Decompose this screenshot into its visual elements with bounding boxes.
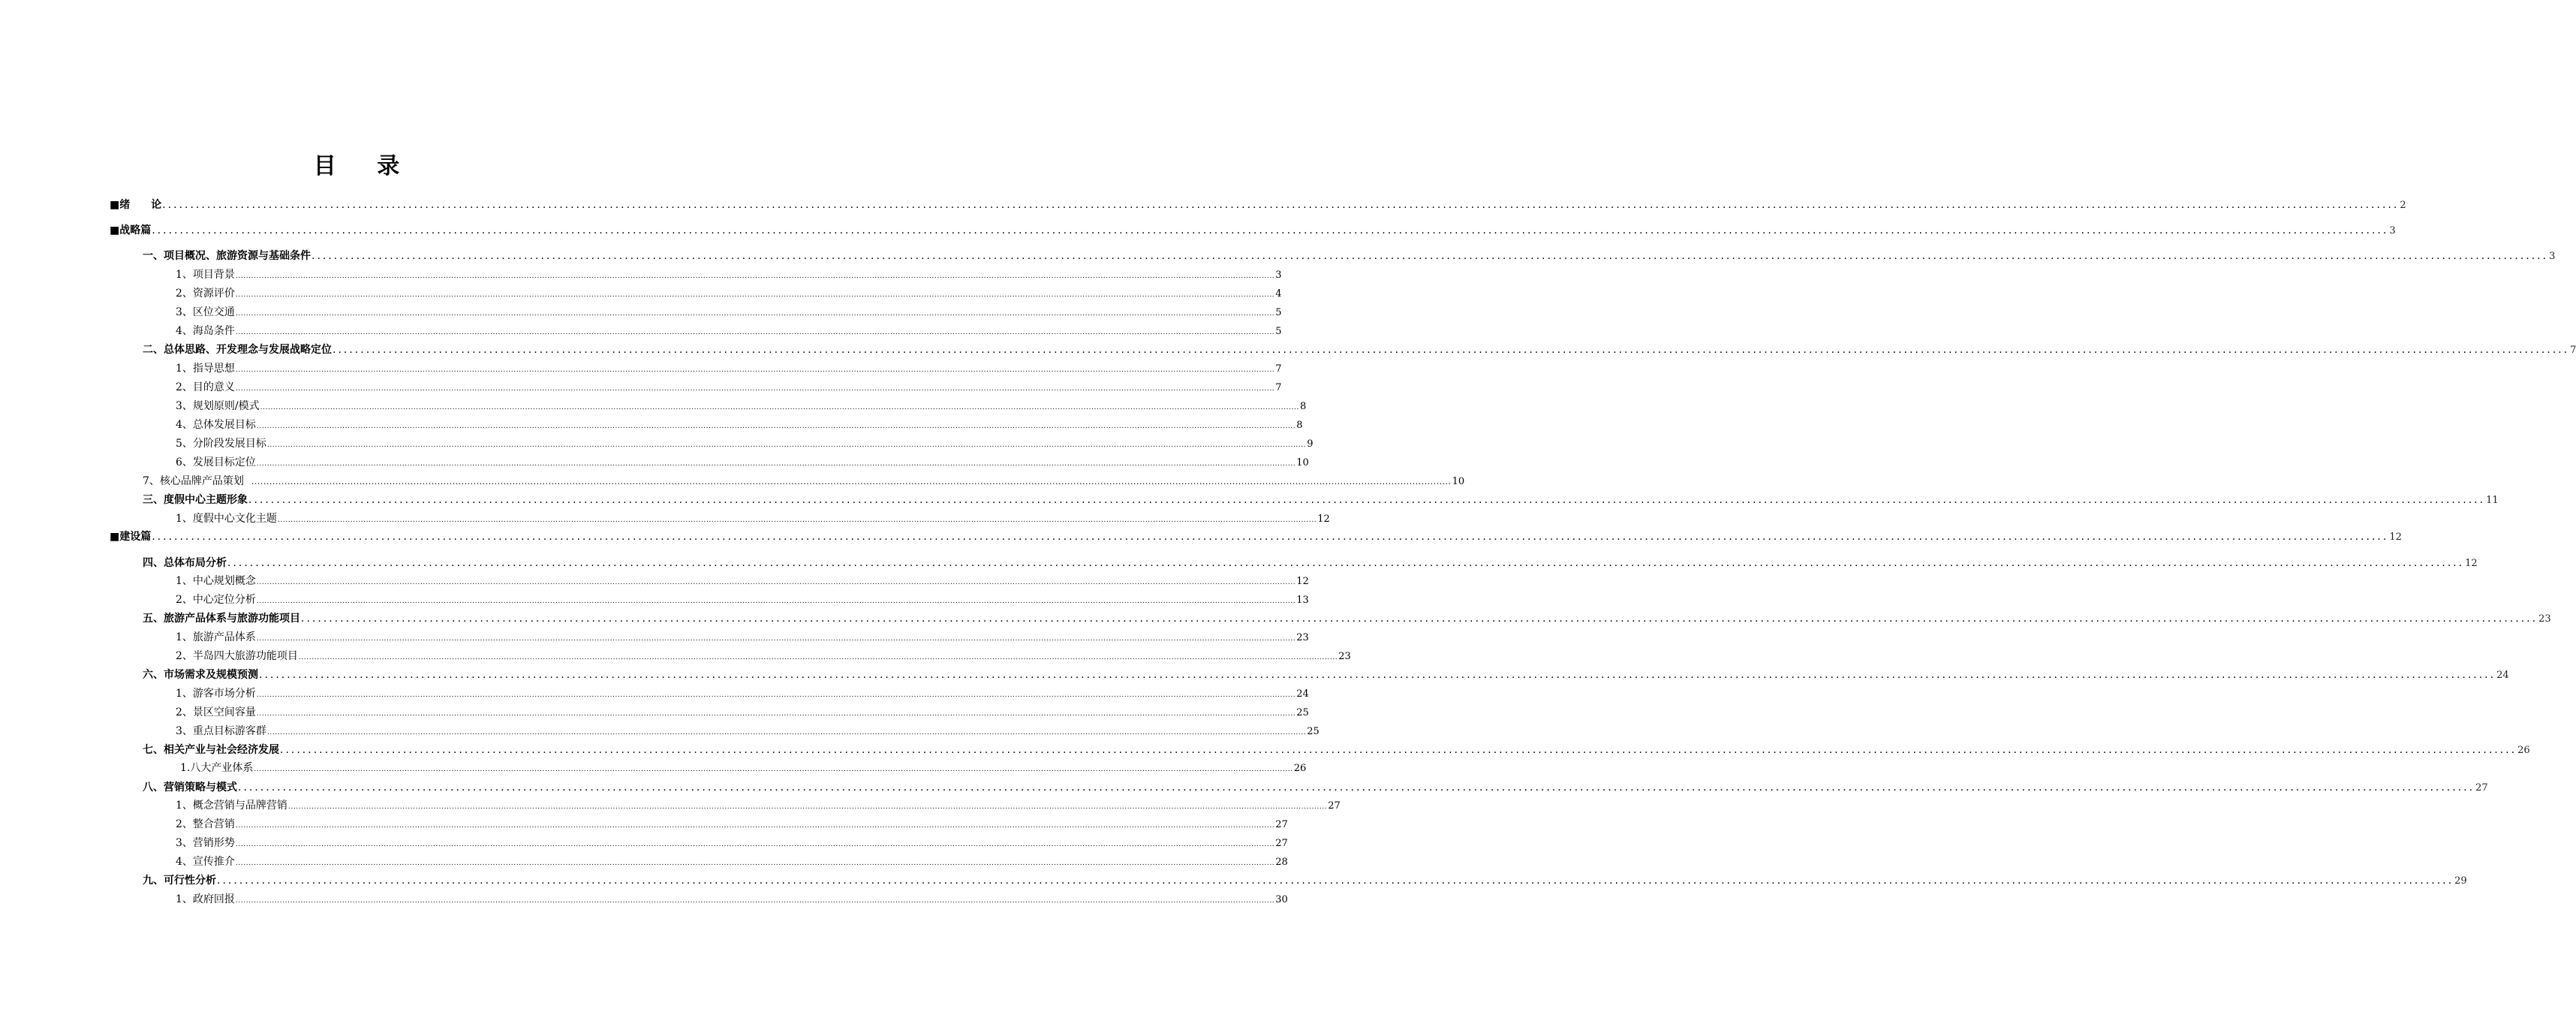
toc-leader: ................................................................................................................................................................................................................................................................................................................................................................................................................ <box>256 579 1296 586</box>
toc-page: 7 <box>2570 345 2576 356</box>
toc-entry-item[interactable] <box>176 323 1282 339</box>
toc-label: ■战略篇 <box>110 224 152 236</box>
toc-leader: ................................................................................................................................................................................................................................................................................................................................................................................................................ <box>298 654 1338 661</box>
toc-page: 13 <box>1296 595 1309 606</box>
toc-entry-item[interactable] <box>176 797 1341 814</box>
toc-page: 28 <box>1275 857 1288 868</box>
toc-entry-item[interactable] <box>176 704 1309 721</box>
toc-leader: ................................................................................................................................................................................................................................................................................................................................................................................................................ <box>235 310 1275 318</box>
toc-label: 3、区位交通 <box>176 306 235 318</box>
toc-entry-item[interactable] <box>176 285 1282 302</box>
toc-entry-item[interactable] <box>176 360 1282 377</box>
toc-page: 3 <box>2389 225 2396 236</box>
toc-entry-item[interactable] <box>176 573 1309 589</box>
toc-leader: ................................................................................................................................................................................................................................................................................................................................................................................................................ <box>259 669 2496 681</box>
toc-label: 1、概念营销与品牌营销 <box>176 800 287 812</box>
toc-page: 12 <box>2465 558 2478 569</box>
toc-leader: ................................................................................................................................................................................................................................................................................................................................................................................................................ <box>256 598 1296 605</box>
toc-leader: ................................................................................................................................................................................................................................................................................................................................................................................................................ <box>301 613 2538 625</box>
toc-label: 2、半岛四大旅游功能项目 <box>176 650 298 662</box>
toc-leader: ................................................................................................................................................................................................................................................................................................................................................................................................................ <box>227 557 2465 569</box>
toc-page: 24 <box>2496 670 2509 681</box>
toc-entry-item[interactable] <box>176 511 1330 527</box>
toc-page: 27 <box>1328 800 1341 812</box>
toc-entry-item[interactable] <box>176 835 1288 851</box>
toc-leader: ................................................................................................................................................................................................................................................................................................................................................................................................................ <box>333 344 2570 356</box>
toc-label: 4、宣传推介 <box>176 856 235 868</box>
toc-label: 4、总体发展目标 <box>176 419 256 431</box>
toc-label: 三、度假中心主题形象 <box>143 494 248 506</box>
toc-label: 2、整合营销 <box>176 818 235 830</box>
toc-label: 二、总体思路、开发理念与发展战略定位 <box>143 344 332 356</box>
toc-label: 5、分阶段发展目标 <box>176 438 266 450</box>
toc-label: 3、重点目标游客群 <box>176 725 266 737</box>
toc-entry-chapter-5[interactable] <box>143 610 2551 627</box>
toc-label: 4、海岛条件 <box>176 325 235 337</box>
toc-page: 7 <box>1275 382 1282 393</box>
toc-label: 2、中心定位分析 <box>176 594 256 606</box>
toc-page: 12 <box>2389 532 2402 543</box>
toc-leader: ................................................................................................................................................................................................................................................................................................................................................................................................................ <box>256 423 1296 430</box>
toc-page: 3 <box>1275 270 1282 281</box>
toc-page: 10 <box>1452 476 1465 487</box>
toc-page: 8 <box>1296 420 1303 431</box>
toc-label: ■建设篇 <box>110 531 152 543</box>
toc-label: 四、总体布局分析 <box>143 557 227 569</box>
toc-entry-item[interactable] <box>176 685 1309 702</box>
toc-leader: ................................................................................................................................................................................................................................................................................................................................................................................................................ <box>238 782 2475 794</box>
toc-label: 九、可行性分析 <box>143 875 216 887</box>
toc-leader: ................................................................................................................................................................................................................................................................................................................................................................................................................ <box>256 691 1296 699</box>
toc-page: 23 <box>2538 613 2551 625</box>
toc-leader: ................................................................................................................................................................................................................................................................................................................................................................................................................ <box>235 329 1275 336</box>
toc-leader: ................................................................................................................................................................................................................................................................................................................................................................................................................ <box>235 860 1275 867</box>
toc-page: 7 <box>1275 363 1282 375</box>
toc-entry-item[interactable] <box>176 891 1288 908</box>
toc-leader: ................................................................................................................................................................................................................................................................................................................................................................................................................ <box>280 744 2517 756</box>
toc-leader: ................................................................................................................................................................................................................................................................................................................................................................................................................ <box>235 366 1275 374</box>
toc-entry-item[interactable] <box>180 760 1307 776</box>
toc-label: 1.八大产业体系 <box>180 762 254 774</box>
toc-page: 11 <box>2486 495 2499 506</box>
toc-entry-item[interactable] <box>176 304 1282 321</box>
toc-leader: ................................................................................................................................................................................................................................................................................................................................................................................................................ <box>256 460 1296 468</box>
toc-page: 25 <box>1296 707 1309 718</box>
toc-leader: ................................................................................................................................................................................................................................................................................................................................................................................................................ <box>217 875 2454 887</box>
toc-label: 七、相关产业与社会经济发展 <box>143 744 279 756</box>
toc-label: 1、指导思想 <box>176 363 235 375</box>
toc-entry-chapter-4[interactable] <box>143 555 2478 571</box>
toc-leader: ................................................................................................................................................................................................................................................................................................................................................................................................................ <box>235 273 1275 280</box>
toc-leader: ................................................................................................................................................................................................................................................................................................................................................................................................................ <box>152 224 2389 236</box>
toc-leader: ................................................................................................................................................................................................................................................................................................................................................................................................................ <box>235 822 1275 830</box>
toc-label: 3、规划原则/模式 <box>176 400 260 412</box>
toc-label: ■绪 论 <box>110 199 162 211</box>
toc-entry-item[interactable] <box>176 592 1309 608</box>
toc-label: 1、项目背景 <box>176 269 235 281</box>
toc-label: 1、中心规划概念 <box>176 575 256 587</box>
toc-page: 3 <box>2549 251 2556 262</box>
toc-page: 24 <box>1296 688 1309 700</box>
toc-label: 3、营销形势 <box>176 837 235 849</box>
toc-page: 26 <box>2517 745 2530 756</box>
toc-page: 26 <box>1293 763 1307 774</box>
toc-entry-item[interactable] <box>176 816 1288 833</box>
toc-entry-item[interactable] <box>176 267 1282 283</box>
toc-page: 5 <box>1275 326 1282 337</box>
toc-leader: ................................................................................................................................................................................................................................................................................................................................................................................................................ <box>235 291 1275 299</box>
toc-leader: ................................................................................................................................................................................................................................................................................................................................................................................................................ <box>260 404 1299 411</box>
toc-entry-construction[interactable] <box>110 529 2402 545</box>
toc-entry-item[interactable] <box>176 454 1309 471</box>
toc-page: 9 <box>1307 438 1314 450</box>
toc-entry-chapter-2[interactable] <box>143 342 2576 358</box>
toc-label: 1、游客市场分析 <box>176 688 256 700</box>
toc-entry-item[interactable] <box>176 435 1314 452</box>
toc-label: 1、旅游产品体系 <box>176 631 256 643</box>
toc-label: 五、旅游产品体系与旅游功能项目 <box>143 613 300 625</box>
toc-page: 8 <box>1299 401 1307 412</box>
toc-page: 30 <box>1275 894 1288 905</box>
toc-leader: ................................................................................................................................................................................................................................................................................................................................................................................................................ <box>152 531 2389 543</box>
toc-label: 1、政府回报 <box>176 893 235 905</box>
toc-label: 八、营销策略与模式 <box>143 782 237 794</box>
toc-leader: ................................................................................................................................................................................................................................................................................................................................................................................................................ <box>266 729 1307 736</box>
toc-page: 12 <box>1317 514 1330 525</box>
toc-label: 6、发展目标定位 <box>176 456 256 468</box>
toc-leader: ................................................................................................................................................................................................................................................................................................................................................................................................................ <box>235 897 1275 905</box>
toc-label: 2、目的意义 <box>176 381 235 393</box>
toc-entry-item[interactable] <box>176 417 1303 433</box>
toc-label: 7、核心品牌产品策划 <box>143 475 244 487</box>
toc-entry-item[interactable] <box>176 629 1309 646</box>
toc-leader: ................................................................................................................................................................................................................................................................................................................................................................................................................ <box>266 441 1307 449</box>
page-title: 目 录 <box>313 153 417 179</box>
toc-entry-item[interactable] <box>176 854 1288 870</box>
toc-entry-chapter-3[interactable] <box>143 492 2499 508</box>
toc-entry-item[interactable] <box>143 473 1465 489</box>
toc-leader: ................................................................................................................................................................................................................................................................................................................................................................................................................ <box>254 766 1293 773</box>
toc-leader: ................................................................................................................................................................................................................................................................................................................................................................................................................ <box>235 385 1275 393</box>
toc-entry-strategy[interactable] <box>110 222 2396 239</box>
toc-leader: ................................................................................................................................................................................................................................................................................................................................................................................................................ <box>162 199 2400 211</box>
toc-page: 27 <box>1275 819 1288 830</box>
toc-label: 1、度假中心文化主题 <box>176 513 277 525</box>
toc-leader: ................................................................................................................................................................................................................................................................................................................................................................................................................ <box>248 494 2486 506</box>
toc-page: 27 <box>1275 838 1288 849</box>
toc-page: 29 <box>2454 875 2467 887</box>
toc-page: 25 <box>1307 726 1320 737</box>
toc-page: 10 <box>1296 457 1309 468</box>
toc-entry-item[interactable] <box>176 648 1351 664</box>
toc-label: 六、市场需求及规模预测 <box>143 669 258 681</box>
toc-page: 5 <box>1275 307 1282 318</box>
toc-entry-chapter-8[interactable] <box>143 779 2488 796</box>
toc-entry-chapter-7[interactable] <box>143 742 2530 758</box>
toc-entry-chapter-1[interactable] <box>143 248 2556 264</box>
toc-leader: ................................................................................................................................................................................................................................................................................................................................................................................................................ <box>277 517 1317 524</box>
toc-leader: ................................................................................................................................................................................................................................................................................................................................................................................................................ <box>256 710 1296 718</box>
toc-page: 27 <box>2475 782 2488 794</box>
toc-leader: ................................................................................................................................................................................................................................................................................................................................................................................................................ <box>311 250 2549 262</box>
toc-entry-item[interactable] <box>176 723 1320 739</box>
toc-page: 23 <box>1296 632 1309 643</box>
toc-label: 一、项目概况、旅游资源与基础条件 <box>143 250 311 262</box>
toc-leader: ................................................................................................................................................................................................................................................................................................................................................................................................................ <box>256 635 1296 643</box>
toc-entry-chapter-9[interactable] <box>143 872 2467 889</box>
toc-page: 12 <box>1296 576 1309 587</box>
toc-leader: ................................................................................................................................................................................................................................................................................................................................................................................................................ <box>251 477 1452 486</box>
toc-label: 2、资源评价 <box>176 288 235 300</box>
toc-page: 2 <box>2400 200 2406 211</box>
toc-entry-item[interactable] <box>176 379 1282 396</box>
toc-page: 23 <box>1338 651 1351 662</box>
toc-entry-item[interactable] <box>176 398 1307 414</box>
toc-label: 2、景区空间容量 <box>176 706 256 718</box>
toc-leader: ................................................................................................................................................................................................................................................................................................................................................................................................................ <box>235 841 1275 848</box>
toc-leader: ................................................................................................................................................................................................................................................................................................................................................................................................................ <box>287 803 1328 811</box>
toc-entry-intro[interactable] <box>110 197 2406 213</box>
toc-page: 4 <box>1275 288 1282 300</box>
toc-entry-chapter-6[interactable] <box>143 667 2509 683</box>
